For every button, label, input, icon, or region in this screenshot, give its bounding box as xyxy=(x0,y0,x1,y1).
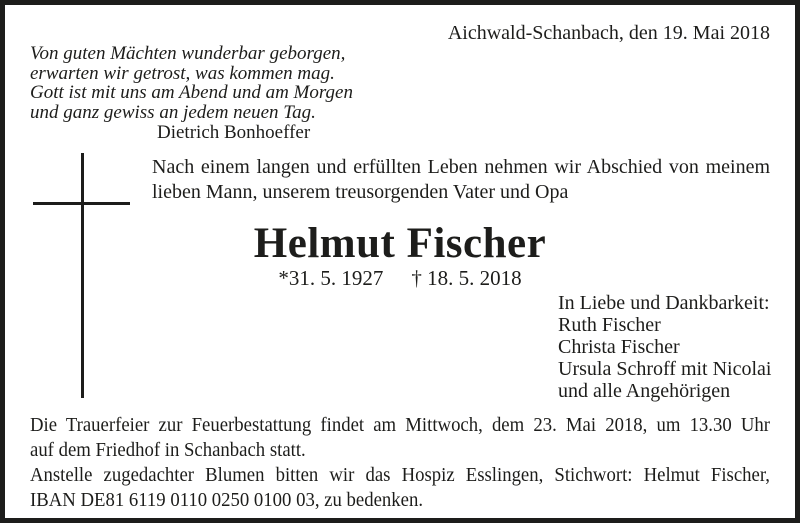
poem-attribution: Dietrich Bonhoeffer xyxy=(157,122,311,143)
family-intro-line: In Liebe und Dankbarkeit: xyxy=(558,292,770,314)
intro-line: lieben Mann, unserem treusorgenden Vater und Opa xyxy=(152,181,569,203)
life-dates xyxy=(0,266,800,290)
dateline: Aichwald-Schanbach, den 19. Mai 2018 xyxy=(447,22,770,44)
poem-line: Von guten Mächten wunderbar geborgen, xyxy=(30,43,346,64)
poem-line: und ganz gewiss an jedem neuen Tag. xyxy=(30,101,316,123)
intro-text xyxy=(152,155,770,205)
poem-line: Gott ist mit uns am Abend und am Morgen xyxy=(30,82,353,103)
funeral-line: Anstelle zugedachter Blumen bitten wir das Hospiz Esslingen, Stichwort: Helmut Fischer, xyxy=(30,464,770,486)
mourning-family-block xyxy=(558,292,771,402)
poem-line: erwarten wir getrost, was kommen mag. xyxy=(30,62,335,84)
funeral-info xyxy=(30,413,770,513)
family-member-line: Christa Fischer xyxy=(558,336,680,358)
family-member-line: Ursula Schroff mit Nicolai xyxy=(558,358,772,380)
funeral-line: auf dem Friedhof in Schanbach statt. xyxy=(30,439,306,461)
funeral-line: IBAN DE81 6119 0110 0250 0100 03, zu bedenken. xyxy=(30,489,424,511)
memorial-poem xyxy=(30,44,353,143)
deceased-name: Helmut Fischer xyxy=(253,220,547,267)
family-member-line: und alle Angehörigen xyxy=(558,380,731,402)
family-member-line: Ruth Fischer xyxy=(558,314,661,336)
funeral-line: Die Trauerfeier zur Feuerbestattung findet am Mittwoch, dem 23. Mai 2018, um 13.30 Uhr xyxy=(30,414,770,436)
birth-date: *31. 5. 1927 xyxy=(278,266,384,290)
cross-icon-horizontal-bar xyxy=(33,202,130,205)
death-date: † 18. 5. 2018 xyxy=(411,266,522,290)
intro-line: Nach einem langen und erfüllten Leben nehmen wir Abschied von meinem xyxy=(152,156,770,178)
